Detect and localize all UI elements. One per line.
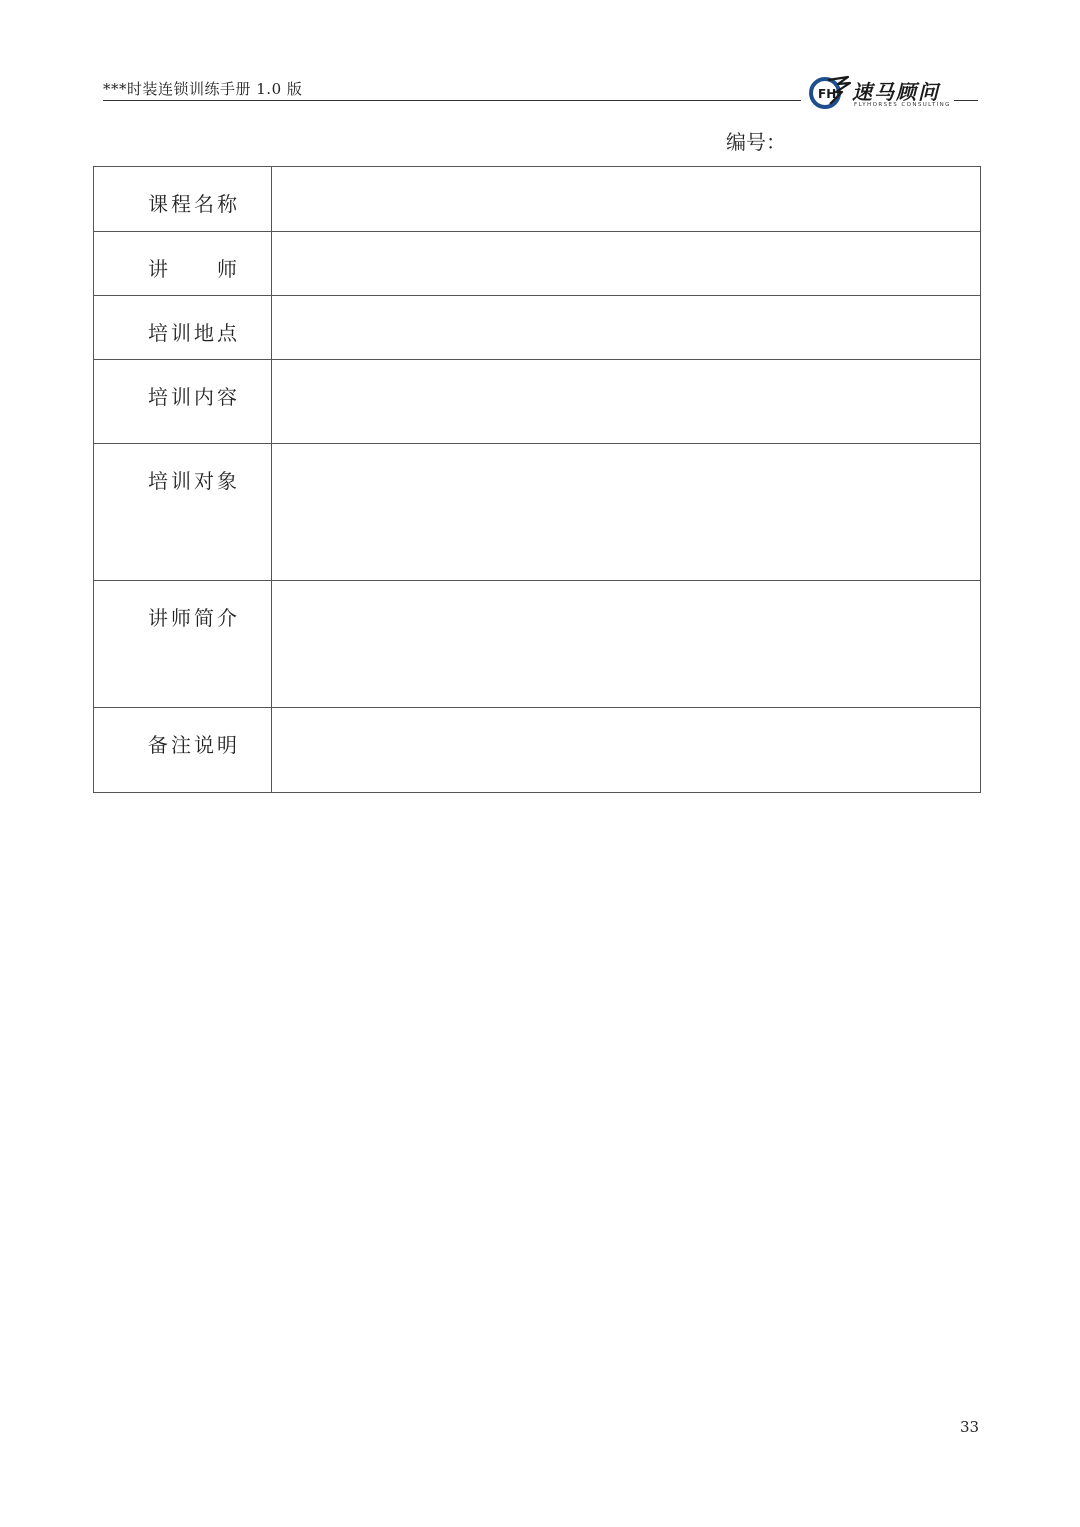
row-label: 讲 师 xyxy=(148,257,240,281)
row-label: 备注说明 xyxy=(148,733,240,757)
course-name-field[interactable] xyxy=(272,167,981,232)
row-label-cell xyxy=(94,444,272,581)
row-label-cell xyxy=(94,581,272,708)
row-label-cell xyxy=(94,167,272,232)
table-row xyxy=(94,232,981,296)
row-label: 讲师简介 xyxy=(148,606,240,630)
table-row xyxy=(94,444,981,581)
logo-english-name: FLYHORSES CONSULTING xyxy=(854,102,951,108)
header-rule-right xyxy=(954,100,978,101)
lecturer-field[interactable] xyxy=(272,232,981,296)
row-label: 培训地点 xyxy=(148,321,240,345)
training-audience-field[interactable] xyxy=(272,444,981,581)
logo-chinese-name: 速马顾问 xyxy=(852,80,940,104)
header-rule xyxy=(103,100,801,101)
training-content-field[interactable] xyxy=(272,360,981,444)
row-label-cell xyxy=(94,232,272,296)
document-header-title: ***时装连锁训练手册 1.0 版 xyxy=(103,80,303,98)
row-label-cell xyxy=(94,708,272,793)
table-row xyxy=(94,581,981,708)
remarks-field[interactable] xyxy=(272,708,981,793)
page-number: 33 xyxy=(960,1418,980,1436)
row-label: 培训内容 xyxy=(148,385,240,409)
course-info-table xyxy=(93,166,981,793)
training-location-field[interactable] xyxy=(272,296,981,360)
table-row xyxy=(94,167,981,232)
form-number-label: 编号： xyxy=(726,130,786,154)
row-label: 培训对象 xyxy=(148,469,240,493)
row-label-cell xyxy=(94,360,272,444)
flyhorses-logo xyxy=(808,74,954,112)
row-label: 课程名称 xyxy=(148,192,240,216)
flyhorses-logo-icon xyxy=(808,74,852,112)
table-row xyxy=(94,360,981,444)
lecturer-bio-field[interactable] xyxy=(272,581,981,708)
table-row xyxy=(94,296,981,360)
row-label-cell xyxy=(94,296,272,360)
table-row xyxy=(94,708,981,793)
logo-mark-text: FH xyxy=(818,87,837,101)
